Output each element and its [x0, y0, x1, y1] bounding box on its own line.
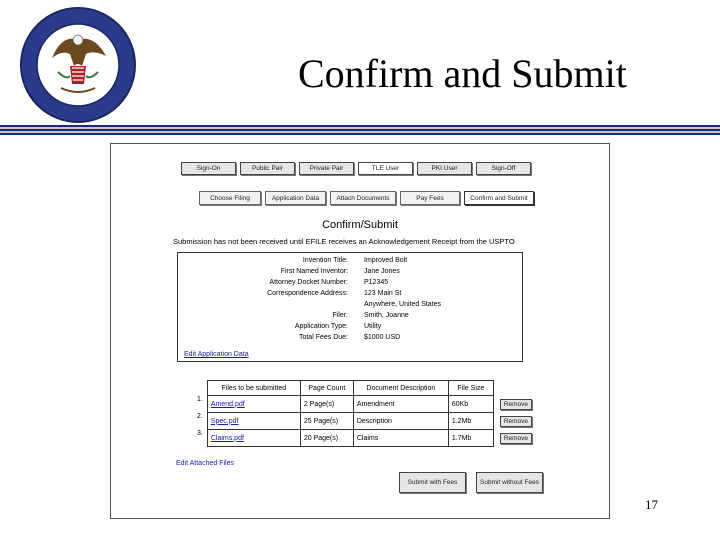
summary-label: Invention Title: — [302, 257, 348, 264]
summary-value: Utility — [364, 323, 382, 330]
doc-description: Claims — [353, 430, 448, 447]
doc-description: Amendment — [353, 396, 448, 413]
summary-label: Correspondence Address: — [267, 290, 348, 297]
col-header-file-size: File Size — [448, 381, 493, 396]
summary-row — [178, 256, 522, 266]
submit-without-fees-button[interactable]: Submit without Fees — [476, 472, 543, 493]
file-link[interactable]: Claims.pdf — [210, 434, 244, 442]
col-header-page-count: Page Count — [300, 381, 353, 396]
summary-value: Anywhere, United States — [364, 301, 442, 308]
file-size: 1.7Mb — [448, 430, 493, 447]
summary-label: Filer: — [332, 312, 348, 319]
remove-button[interactable]: Remove — [500, 416, 532, 427]
step-tabs — [199, 191, 534, 205]
table-header-row — [197, 381, 535, 396]
row-number: 3. — [197, 429, 203, 437]
page-count: 25 Page(s) — [300, 413, 353, 430]
page-heading: Confirm/Submit — [322, 219, 398, 231]
edit-application-data-link[interactable]: Edit Application Data — [184, 351, 249, 358]
nav-tle-user[interactable]: TLE User — [358, 162, 413, 175]
nav-pki-user[interactable]: PKI User — [417, 162, 472, 175]
col-header-files: Files to be submitted — [207, 381, 300, 396]
table-row — [197, 396, 535, 413]
summary-row — [178, 289, 522, 299]
summary-value: P12345 — [364, 279, 389, 286]
doc-description: Description — [353, 413, 448, 430]
summary-row — [178, 267, 522, 277]
top-nav-bar — [181, 162, 531, 175]
summary-label: First Named Inventor: — [280, 268, 348, 275]
remove-button[interactable]: Remove — [500, 399, 532, 410]
nav-sign-on[interactable]: Sign-On — [181, 162, 236, 175]
summary-row — [178, 333, 522, 343]
title-divider — [0, 125, 720, 135]
summary-row — [178, 322, 522, 332]
page-count: 20 Page(s) — [300, 430, 353, 447]
page-count: 2 Page(s) — [300, 396, 353, 413]
summary-label: Attorney Docket Number: — [269, 279, 348, 286]
nav-sign-off[interactable]: Sign-Off — [476, 162, 531, 175]
summary-value: Smith, Joanne — [364, 312, 409, 319]
uspto-seal-icon — [16, 6, 140, 124]
edit-attached-files-link[interactable]: Edit Attached Files — [176, 460, 234, 467]
col-header-description: Document Description — [353, 381, 448, 396]
efile-screenshot-frame — [110, 143, 610, 519]
summary-label: Total Fees Due: — [298, 334, 348, 341]
summary-value: Improved Bolt — [364, 257, 408, 264]
slide-title: Confirm and Submit — [298, 51, 627, 96]
tab-application-data[interactable]: Application Data — [265, 191, 326, 205]
summary-value: Jane Jones — [364, 268, 400, 275]
row-number: 2. — [197, 412, 203, 420]
summary-label: Application Type: — [294, 323, 348, 330]
file-link[interactable]: Spec.pdf — [210, 417, 239, 425]
file-size: 1.2Mb — [448, 413, 493, 430]
submit-with-fees-button[interactable]: Submit with Fees — [399, 472, 466, 493]
summary-value: 123 Main St — [364, 290, 402, 297]
table-row — [197, 430, 535, 447]
tab-confirm-submit[interactable]: Confirm and Submit — [464, 191, 534, 205]
remove-button[interactable]: Remove — [500, 433, 532, 444]
tab-choose-filing[interactable]: Choose Filing — [199, 191, 261, 205]
summary-row — [178, 311, 522, 321]
summary-value: $1000 USD — [364, 334, 401, 341]
tab-pay-fees[interactable]: Pay Fees — [400, 191, 460, 205]
nav-private-pair[interactable]: Private Pair — [299, 162, 354, 175]
tab-attach-documents[interactable]: Attach Documents — [330, 191, 396, 205]
file-link[interactable]: Amend.pdf — [210, 400, 245, 408]
summary-row — [178, 278, 522, 288]
file-size: 60Kb — [448, 396, 493, 413]
files-table — [197, 380, 535, 447]
slide-number: 17 — [645, 497, 658, 512]
table-row — [197, 413, 535, 430]
row-number: 1. — [197, 395, 203, 403]
nav-public-pair[interactable]: Public Pair — [240, 162, 295, 175]
summary-row — [178, 300, 522, 310]
application-summary — [177, 252, 523, 362]
submission-notice: Submission has not been received until EFILE receives an Acknowledgement Receipt from the USPTO — [173, 237, 515, 246]
